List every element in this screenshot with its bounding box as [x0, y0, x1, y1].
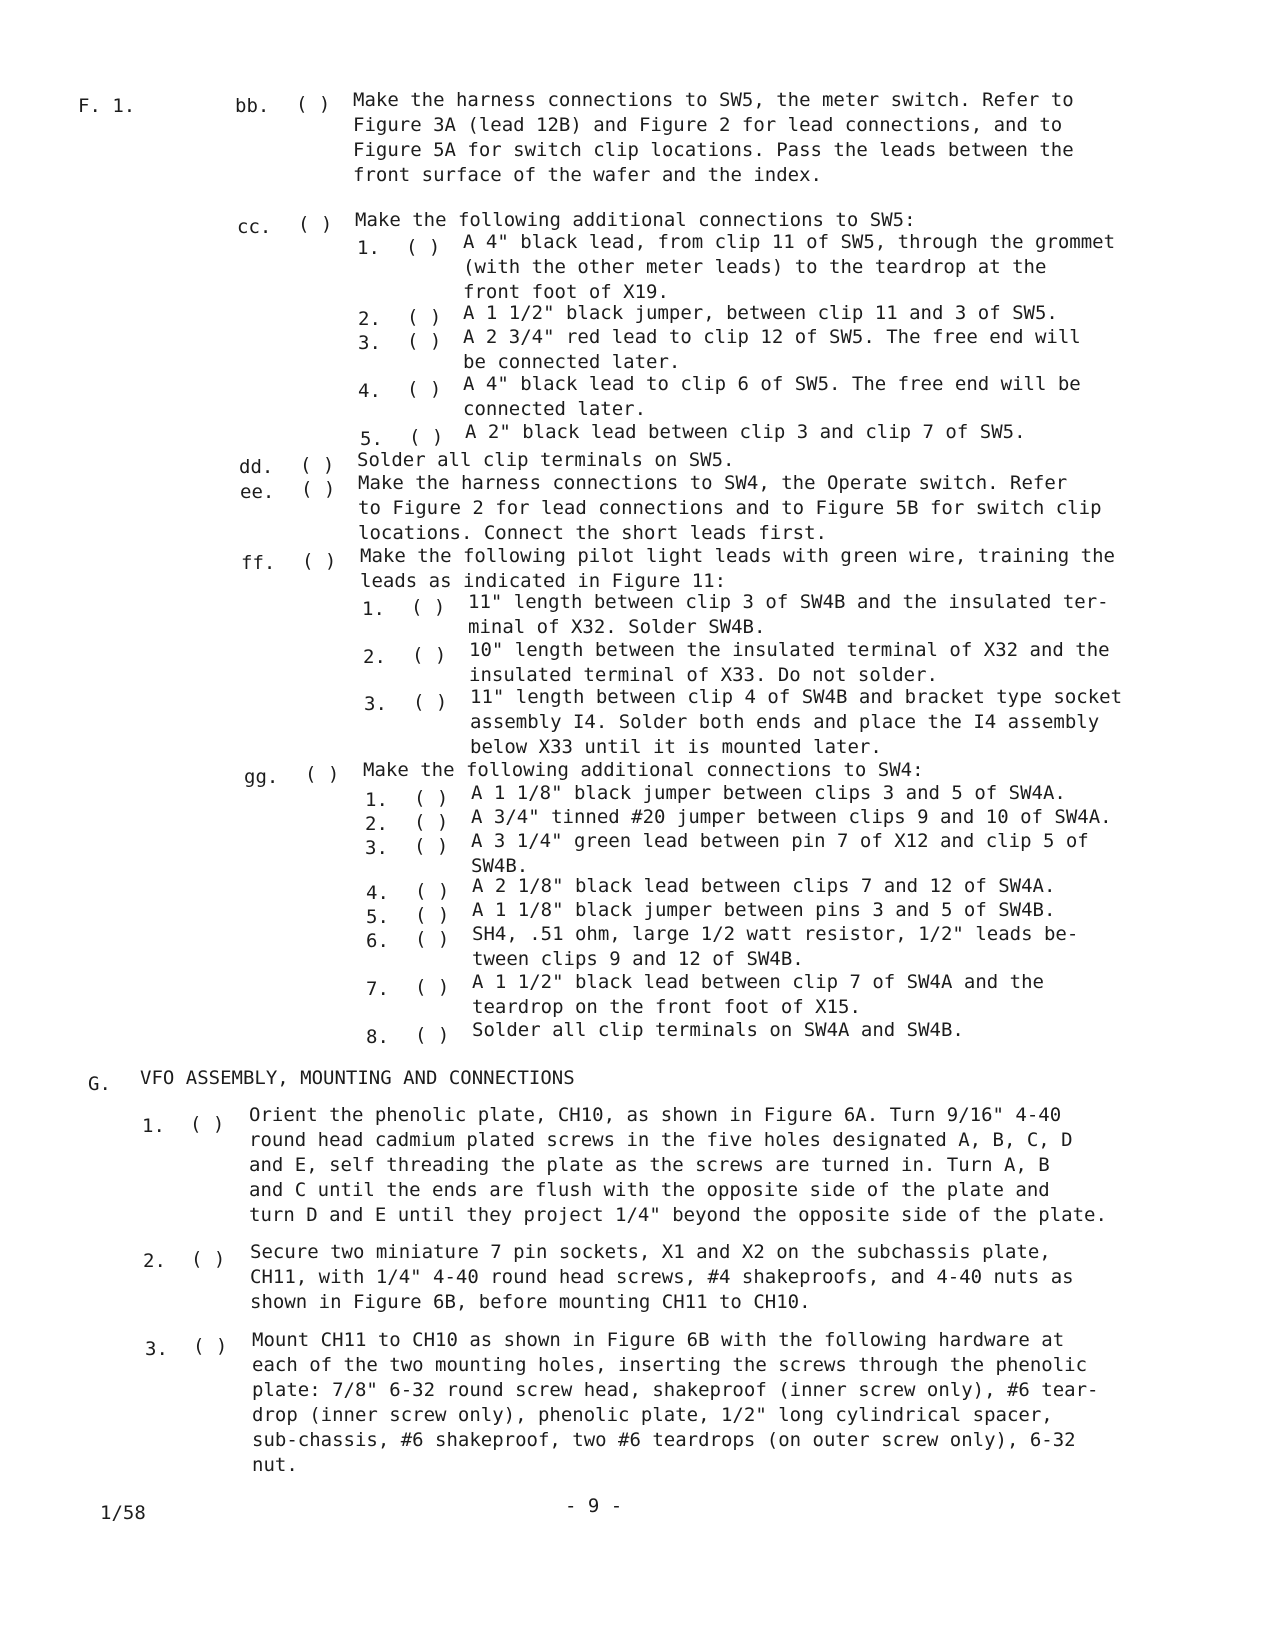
step-bb-label: bb.	[235, 95, 270, 117]
step-gg-label: gg.	[244, 766, 279, 788]
step-ff-label: ff.	[241, 552, 276, 574]
gg-sub-7-text: A 1 1/2" black lead between clip 7 of SW4A and the teardrop on the front foot of X15.	[472, 971, 1044, 1018]
section-g-title: VFO ASSEMBLY, MOUNTING AND CONNECTIONS	[140, 1067, 575, 1089]
gg-sub-1-num: 1.	[365, 789, 388, 811]
page-number: - 9 -	[565, 1495, 623, 1517]
gg-sub-6-num: 6.	[366, 930, 389, 952]
step-cc-text: Make the following additional connections to SW5:	[355, 209, 916, 231]
step-ff-text: Make the following pilot light leads with green wire, training the leads as indicated in Figure 11:	[360, 545, 1115, 592]
cc-sub-3-num: 3.	[358, 332, 381, 354]
step-ee-checkbox[interactable]: ( )	[301, 478, 336, 500]
gg-sub-3-num: 3.	[365, 837, 388, 859]
g-step-3-text: Mount CH11 to CH10 as shown in Figure 6B with the following hardware at each of the two mounting holes, inserting the screws through the phenolic plate: 7/8" 6-32 round screw head, shakeproof (inner screw only), #6 tear- drop (inner screw only), phenolic plate, 1/2" long cylindrical spacer, sub-chassis, #6 shakeproof, two #6 teardrops (on outer screw only), 6-32 nut.	[252, 1329, 1099, 1476]
g-step-2-checkbox[interactable]: ( )	[191, 1248, 226, 1270]
step-cc-checkbox[interactable]: ( )	[298, 213, 333, 235]
step-ee-text: Make the harness connections to SW4, the Operate switch. Refer to Figure 2 for lead connections and to Figure 5B for switch clip locations. Connect the short leads first.	[358, 472, 1102, 544]
cc-sub-1-num: 1.	[357, 237, 380, 259]
gg-sub-1-text: A 1 1/8" black jumper between clips 3 and 5 of SW4A.	[471, 782, 1066, 804]
section-f-label: F. 1.	[78, 95, 136, 117]
step-cc-label: cc.	[237, 216, 272, 238]
ff-sub-2-checkbox[interactable]: ( )	[412, 644, 447, 666]
footer-date: 1/58	[100, 1502, 146, 1524]
gg-sub-2-num: 2.	[365, 813, 388, 835]
g-step-1-checkbox[interactable]: ( )	[190, 1113, 225, 1135]
ff-sub-2-text: 10" length between the insulated terminal of X32 and the insulated terminal of X33. Do not solder.	[469, 639, 1110, 686]
g-step-1-num: 1.	[142, 1115, 165, 1137]
step-gg-text: Make the following additional connections to SW4:	[363, 759, 924, 781]
gg-sub-6-text: SH4, .51 ohm, large 1/2 watt resistor, 1/2" leads be- tween clips 9 and 12 of SW4B.	[472, 923, 1079, 970]
cc-sub-4-text: A 4" black lead to clip 6 of SW5. The free end will be connected later.	[463, 373, 1081, 420]
gg-sub-3-text: A 3 1/4" green lead between pin 7 of X12 and clip 5 of SW4B.	[471, 830, 1089, 877]
gg-sub-8-checkbox[interactable]: ( )	[415, 1024, 450, 1046]
g-step-2-text: Secure two miniature 7 pin sockets, X1 and X2 on the subchassis plate, CH11, with 1/4" 4-40 round head screws, #4 shakeproofs, and 4-40 nuts as shown in Figure 6B, before mounting CH11 to CH10.	[250, 1241, 1074, 1313]
g-step-3-checkbox[interactable]: ( )	[193, 1335, 228, 1357]
step-dd-checkbox[interactable]: ( )	[300, 454, 335, 476]
step-dd-text: Solder all clip terminals on SW5.	[357, 449, 735, 471]
step-bb-text: Make the harness connections to SW5, the meter switch. Refer to Figure 3A (lead 12B) and Figure 2 for lead connections, and to Figure 5A for switch clip locations. Pass the leads between the front surface of the wafer and the index.	[353, 89, 1074, 186]
ff-sub-3-text: 11" length between clip 4 of SW4B and bracket type socket assembly I4. Solder both ends and place the I4 assembly below X33 until it is mounted later.	[470, 686, 1123, 758]
cc-sub-2-checkbox[interactable]: ( )	[407, 306, 442, 328]
step-ee-label: ee.	[240, 481, 275, 503]
gg-sub-4-text: A 2 1/8" black lead between clips 7 and 12 of SW4A.	[472, 875, 1056, 897]
gg-sub-7-checkbox[interactable]: ( )	[415, 976, 450, 998]
gg-sub-2-text: A 3/4" tinned #20 jumper between clips 9 and 10 of SW4A.	[471, 806, 1112, 828]
ff-sub-3-num: 3.	[364, 693, 387, 715]
ff-sub-1-text: 11" length between clip 3 of SW4B and the insulated ter- minal of X32. Solder SW4B.	[468, 591, 1109, 638]
ff-sub-3-checkbox[interactable]: ( )	[413, 691, 448, 713]
ff-sub-2-num: 2.	[363, 646, 386, 668]
cc-sub-3-checkbox[interactable]: ( )	[407, 330, 442, 352]
step-gg-checkbox[interactable]: ( )	[305, 763, 340, 785]
cc-sub-5-text: A 2" black lead between clip 3 and clip 7 of SW5.	[465, 421, 1026, 443]
g-step-3-num: 3.	[145, 1338, 168, 1360]
gg-sub-5-text: A 1 1/8" black jumper between pins 3 and 5 of SW4B.	[472, 899, 1056, 921]
gg-sub-1-checkbox[interactable]: ( )	[414, 787, 449, 809]
gg-sub-6-checkbox[interactable]: ( )	[415, 928, 450, 950]
gg-sub-4-num: 4.	[366, 882, 389, 904]
cc-sub-5-num: 5.	[360, 428, 383, 450]
cc-sub-1-text: A 4" black lead, from clip 11 of SW5, through the grommet (with the other meter leads) to the teardrop at the front foot of X19.	[463, 231, 1116, 303]
gg-sub-3-checkbox[interactable]: ( )	[414, 835, 449, 857]
gg-sub-5-checkbox[interactable]: ( )	[415, 904, 450, 926]
cc-sub-4-num: 4.	[358, 380, 381, 402]
gg-sub-4-checkbox[interactable]: ( )	[415, 880, 450, 902]
cc-sub-2-num: 2.	[358, 308, 381, 330]
g-step-2-num: 2.	[143, 1250, 166, 1272]
cc-sub-3-text: A 2 3/4" red lead to clip 12 of SW5. The free end will be connected later.	[463, 326, 1081, 373]
cc-sub-4-checkbox[interactable]: ( )	[407, 378, 442, 400]
g-step-1-text: Orient the phenolic plate, CH10, as shown in Figure 6A. Turn 9/16" 4-40 round head cadmium plated screws in the five holes designated A, B, C, D and E, self threading the plate as the screws are turned in. Turn A, B and C until the ends are flush with the opposite side of the plate and turn D and E until they project 1/4" beyond the opposite side of the plate.	[249, 1104, 1107, 1226]
step-ff-checkbox[interactable]: ( )	[302, 550, 337, 572]
cc-sub-1-checkbox[interactable]: ( )	[406, 236, 441, 258]
gg-sub-8-text: Solder all clip terminals on SW4A and SW4B.	[472, 1019, 964, 1041]
gg-sub-2-checkbox[interactable]: ( )	[414, 811, 449, 833]
gg-sub-5-num: 5.	[366, 906, 389, 928]
step-dd-label: dd.	[239, 456, 274, 478]
ff-sub-1-num: 1.	[362, 598, 385, 620]
cc-sub-2-text: A 1 1/2" black jumper, between clip 11 and 3 of SW5.	[463, 302, 1058, 324]
section-g-label: G.	[88, 1073, 111, 1095]
cc-sub-5-checkbox[interactable]: ( )	[409, 426, 444, 448]
ff-sub-1-checkbox[interactable]: ( )	[411, 596, 446, 618]
step-bb-checkbox[interactable]: ( )	[296, 93, 331, 115]
gg-sub-7-num: 7.	[366, 978, 389, 1000]
gg-sub-8-num: 8.	[366, 1026, 389, 1048]
